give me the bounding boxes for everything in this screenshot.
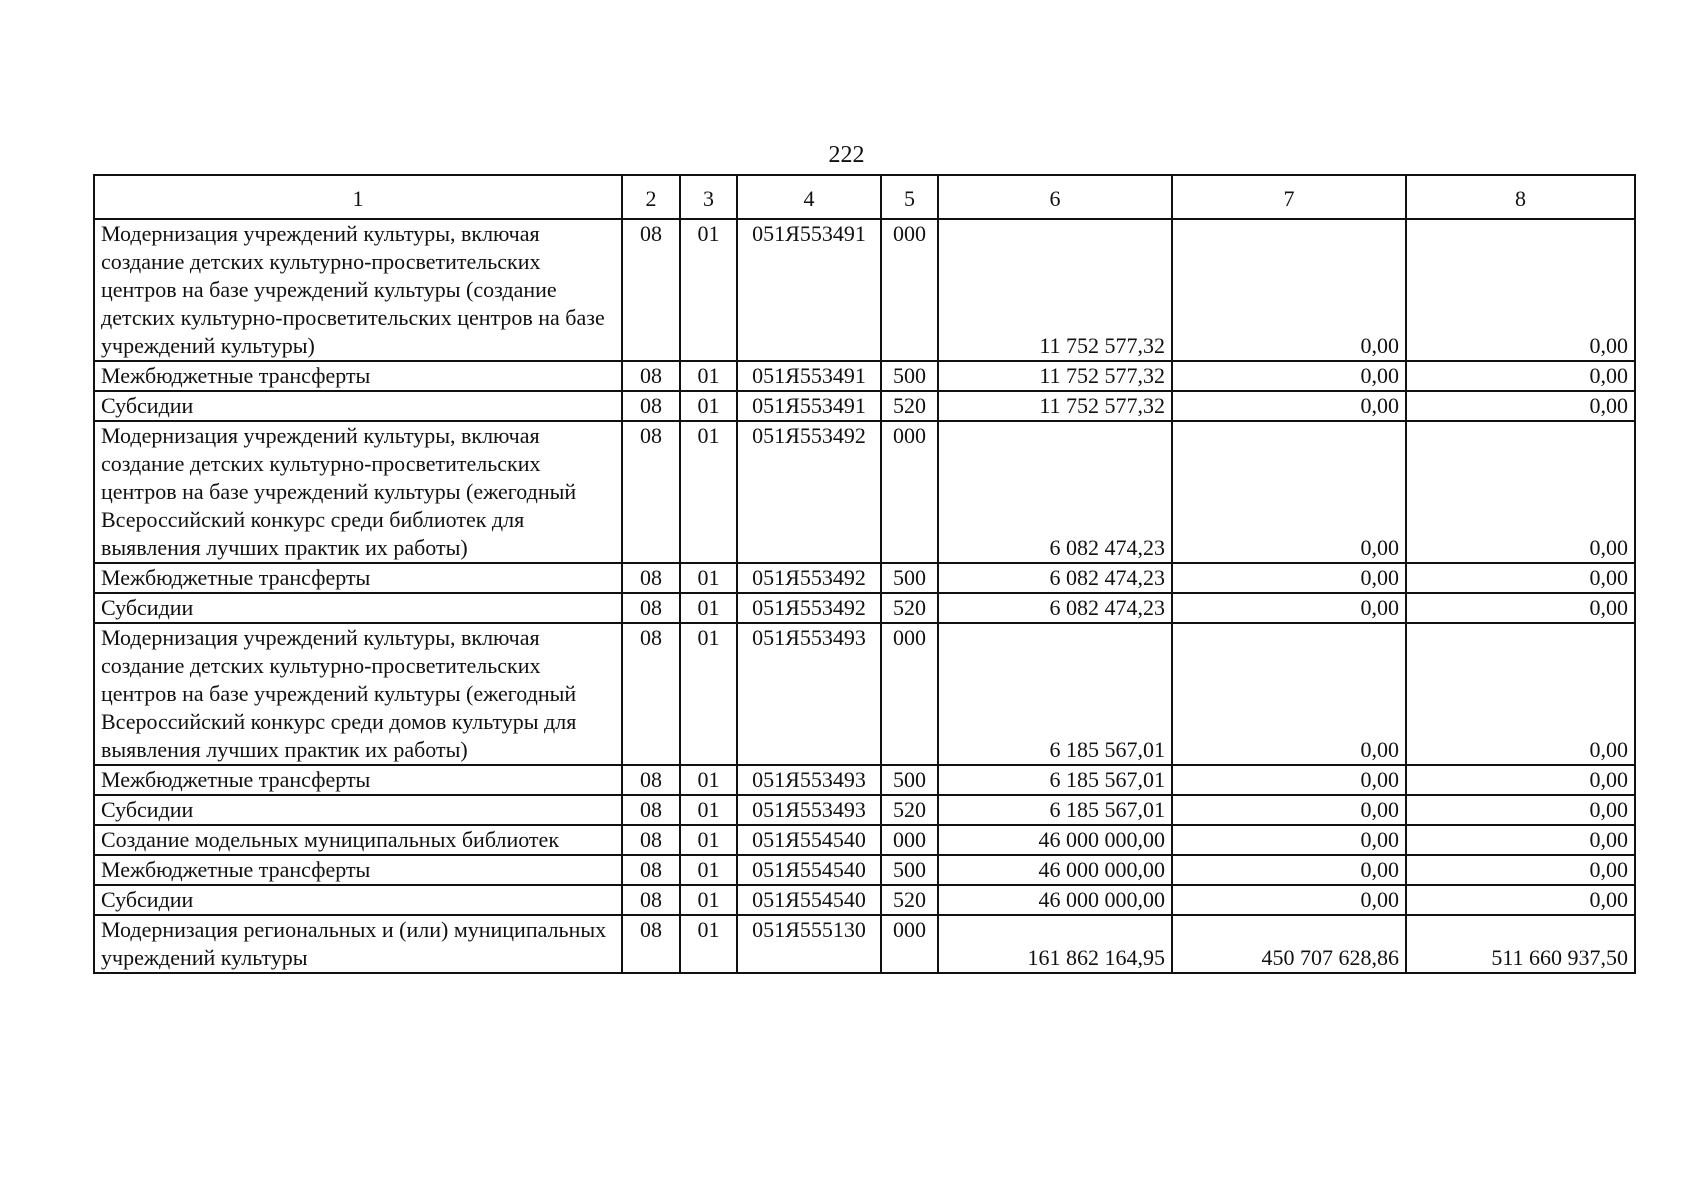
row-section: 08 (622, 593, 680, 623)
row-target-article: 051Я553491 (737, 391, 881, 421)
row-section: 08 (622, 623, 680, 765)
row-section: 08 (622, 421, 680, 563)
row-subsection: 01 (680, 593, 737, 623)
row-amount-8: 511 660 937,50 (1406, 915, 1635, 973)
row-name: Межбюджетные трансферты (94, 361, 622, 391)
row-amount-6: 11 752 577,32 (938, 361, 1172, 391)
row-expense-type: 000 (881, 825, 938, 855)
column-header: 2 (622, 175, 680, 219)
row-expense-type: 520 (881, 593, 938, 623)
row-amount-6: 6 185 567,01 (938, 795, 1172, 825)
row-amount-6: 46 000 000,00 (938, 825, 1172, 855)
row-amount-7: 0,00 (1172, 855, 1406, 885)
row-subsection: 01 (680, 825, 737, 855)
row-amount-8: 0,00 (1406, 563, 1635, 593)
table-row (94, 855, 1635, 885)
column-header-row (94, 175, 1635, 219)
row-amount-7: 0,00 (1172, 563, 1406, 593)
row-amount-7: 0,00 (1172, 623, 1406, 765)
table-row (94, 885, 1635, 915)
row-expense-type: 000 (881, 219, 938, 361)
column-header: 1 (94, 175, 622, 219)
row-expense-type: 000 (881, 915, 938, 973)
row-section: 08 (622, 825, 680, 855)
row-name: Субсидии (94, 593, 622, 623)
row-subsection: 01 (680, 855, 737, 885)
row-section: 08 (622, 765, 680, 795)
row-expense-type: 000 (881, 421, 938, 563)
row-amount-6: 6 185 567,01 (938, 765, 1172, 795)
row-amount-7: 0,00 (1172, 825, 1406, 855)
row-section: 08 (622, 795, 680, 825)
row-amount-7: 0,00 (1172, 795, 1406, 825)
row-amount-6: 46 000 000,00 (938, 885, 1172, 915)
row-amount-6: 11 752 577,32 (938, 219, 1172, 361)
row-expense-type: 500 (881, 361, 938, 391)
row-subsection: 01 (680, 885, 737, 915)
column-header: 4 (737, 175, 881, 219)
row-target-article: 051Я554540 (737, 825, 881, 855)
row-target-article: 051Я553492 (737, 563, 881, 593)
table-row (94, 421, 1635, 563)
row-name: Модернизация региональных и (или) муниципальных учреждений культуры (94, 915, 622, 973)
row-name: Модернизация учреждений культуры, включая создание детских культурно-просветительских центров на базе учреждений культуры (ежегодный Всероссийский конкурс среди библиотек для выявления лучших практик их работы) (94, 421, 622, 563)
table-row (94, 563, 1635, 593)
table-row (94, 391, 1635, 421)
row-section: 08 (622, 391, 680, 421)
row-subsection: 01 (680, 915, 737, 973)
row-expense-type: 500 (881, 765, 938, 795)
column-header: 7 (1172, 175, 1406, 219)
row-target-article: 051Я553493 (737, 765, 881, 795)
row-name: Модернизация учреждений культуры, включая создание детских культурно-просветительских центров на базе учреждений культуры (создание детских культурно-просветительских центров на базе учреждений культуры) (94, 219, 622, 361)
row-amount-7: 450 707 628,86 (1172, 915, 1406, 973)
row-amount-7: 0,00 (1172, 361, 1406, 391)
row-name: Межбюджетные трансферты (94, 563, 622, 593)
column-header: 6 (938, 175, 1172, 219)
row-expense-type: 520 (881, 885, 938, 915)
row-name: Субсидии (94, 391, 622, 421)
row-target-article: 051Я553493 (737, 795, 881, 825)
row-amount-7: 0,00 (1172, 219, 1406, 361)
row-expense-type: 500 (881, 563, 938, 593)
row-amount-8: 0,00 (1406, 765, 1635, 795)
row-subsection: 01 (680, 563, 737, 593)
row-target-article: 051Я553491 (737, 219, 881, 361)
row-amount-6: 6 082 474,23 (938, 593, 1172, 623)
column-header: 5 (881, 175, 938, 219)
column-header: 3 (680, 175, 737, 219)
table-row (94, 915, 1635, 973)
row-amount-6: 6 185 567,01 (938, 623, 1172, 765)
row-expense-type: 500 (881, 855, 938, 885)
table-row (94, 825, 1635, 855)
budget-table (93, 174, 1636, 974)
row-target-article: 051Я555130 (737, 915, 881, 973)
row-amount-8: 0,00 (1406, 421, 1635, 563)
row-amount-7: 0,00 (1172, 593, 1406, 623)
row-amount-8: 0,00 (1406, 855, 1635, 885)
row-target-article: 051Я554540 (737, 855, 881, 885)
row-amount-8: 0,00 (1406, 885, 1635, 915)
row-amount-6: 6 082 474,23 (938, 563, 1172, 593)
row-target-article: 051Я553492 (737, 593, 881, 623)
row-target-article: 051Я553491 (737, 361, 881, 391)
row-amount-7: 0,00 (1172, 885, 1406, 915)
row-target-article: 051Я553492 (737, 421, 881, 563)
row-section: 08 (622, 855, 680, 885)
row-amount-7: 0,00 (1172, 765, 1406, 795)
row-section: 08 (622, 219, 680, 361)
row-amount-8: 0,00 (1406, 219, 1635, 361)
row-expense-type: 520 (881, 391, 938, 421)
row-subsection: 01 (680, 623, 737, 765)
column-header: 8 (1406, 175, 1635, 219)
row-amount-6: 161 862 164,95 (938, 915, 1172, 973)
row-expense-type: 000 (881, 623, 938, 765)
row-amount-7: 0,00 (1172, 421, 1406, 563)
row-name: Создание модельных муниципальных библиотек (94, 825, 622, 855)
row-amount-6: 46 000 000,00 (938, 855, 1172, 885)
row-amount-8: 0,00 (1406, 391, 1635, 421)
row-name: Межбюджетные трансферты (94, 765, 622, 795)
row-name: Модернизация учреждений культуры, включая создание детских культурно-просветительских центров на базе учреждений культуры (ежегодный Всероссийский конкурс среди домов культуры для выявления лучших практик их работы) (94, 623, 622, 765)
table-row (94, 361, 1635, 391)
row-amount-8: 0,00 (1406, 623, 1635, 765)
row-name: Субсидии (94, 795, 622, 825)
row-section: 08 (622, 563, 680, 593)
row-amount-8: 0,00 (1406, 825, 1635, 855)
row-amount-6: 6 082 474,23 (938, 421, 1172, 563)
row-name: Межбюджетные трансферты (94, 855, 622, 885)
row-subsection: 01 (680, 421, 737, 563)
row-target-article: 051Я553493 (737, 623, 881, 765)
row-section: 08 (622, 915, 680, 973)
row-subsection: 01 (680, 219, 737, 361)
row-target-article: 051Я554540 (737, 885, 881, 915)
row-subsection: 01 (680, 795, 737, 825)
row-section: 08 (622, 361, 680, 391)
table-row (94, 795, 1635, 825)
row-expense-type: 520 (881, 795, 938, 825)
row-amount-8: 0,00 (1406, 361, 1635, 391)
table-row (94, 765, 1635, 795)
row-subsection: 01 (680, 391, 737, 421)
table-row (94, 593, 1635, 623)
row-amount-8: 0,00 (1406, 795, 1635, 825)
page-number: 222 (828, 142, 865, 168)
row-amount-7: 0,00 (1172, 391, 1406, 421)
table-row (94, 219, 1635, 361)
row-amount-6: 11 752 577,32 (938, 391, 1172, 421)
row-section: 08 (622, 885, 680, 915)
row-subsection: 01 (680, 765, 737, 795)
row-name: Субсидии (94, 885, 622, 915)
row-amount-8: 0,00 (1406, 593, 1635, 623)
row-subsection: 01 (680, 361, 737, 391)
table-row (94, 623, 1635, 765)
